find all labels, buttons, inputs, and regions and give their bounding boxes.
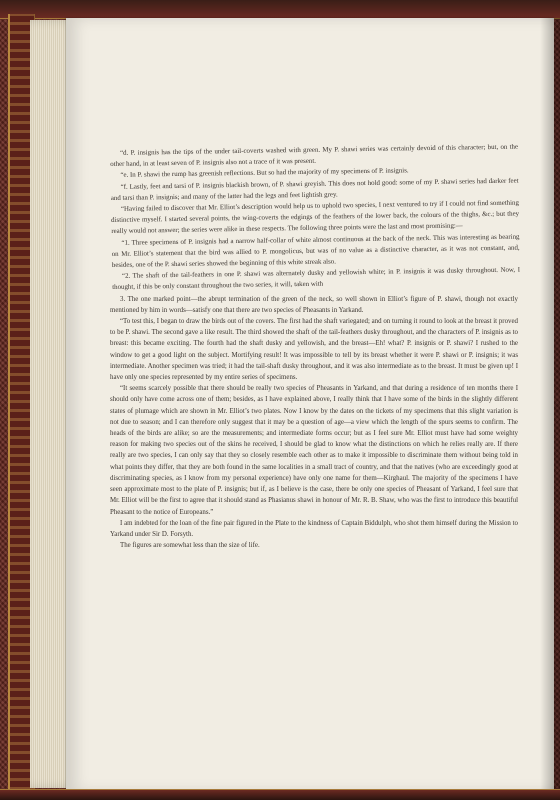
paragraph-e: “e. In P. shawi the rump has greenish reflections. But so had the majority of my specimens of P. insignis. <box>120 167 409 180</box>
paragraph-to-test: “To test this, I began to draw the birds out of the covers. The first had the shaft variegated; and on turning it round to look at the breast it proved to be P. shawi. The second gave a like result. The third showed the shaft of the tail-feathers dusky throughout, and the characters of P. insignis as to breast: this became exciting. The fourth had the shaft dusky and yellowish, and the breast—Eh! what? P. insignis or P. shawi? I rushed to the window to get a good light on the subject. Mortifying result! It was impossible to tell by its breast whether it were P. shawi or P. insignis; it was intermediate. Another specimen was tried; it had the tail-shaft dusky throughout, and it was also intermediate as to the breast. It must be given up! I have only one species represented by my entire series of specimens. <box>110 318 518 382</box>
paragraph-it-seems: “It seems scarcely possible that there should be really two species of Pheasants in Yarkand, and that during a residence of ten months there I should only have come across one of them; besides, as I have explained above, I really think that I have some of the birds in the slightly different states of plumage which are shown in Mr. Elliot’s two plates. Now I know by the dates on the tickets of my specimens that this slight variation is not due to season; and I can therefore only suggest that it may be a question of age—a view which the length of the spurs seems to confirm. The heads of the birds are alike; so are the measurements; and intermediate forms occur; but as I feel sure Mr. Elliot must have had some weighty reason for making two species out of the skins he received, I should be glad to know what the distinctions on which he relies really are. If there really are two species, I can only say that they so closely resemble each other as to make it impossible to discriminate them without being told in what points they differ, that they are both found in the same localities in a small tract of country, and that the natives (who are exceedingly good at discriminating species, as I know from my personal experience) have only one name for them—Kirghaul. The majority of the specimens I have seen approximate most to the plate of P. insignis; but if, as I believe is the case, there be only one species of Pheasant of Yarkand, I feel sure that Mr. Elliot will be the first to agree that it should stand as Phasianus shawi in honour of Mr. R. B. Shaw, who was the first to introduce this beautiful Pheasant to the notice of Europeans.” <box>110 385 518 516</box>
paragraph-indebted: I am indebted for the loan of the fine pair figured in the Plate to the kindness of Captain Biddulph, who shot them himself during the Mission to Yarkand under Sir D. Forsyth. <box>110 519 518 538</box>
cover-bottom-edge <box>0 789 560 800</box>
skewed-text-block <box>110 142 520 294</box>
paragraph-having-failed: “Having failed to discover that Mr. Elliot’s description would help us to uphold two species, I next ventured to try if I could not find something distinctive myself. I started several points, the wing-coverts the edgings of the feathers of the lower back, the colours of the thighs, &c.; but they really would not answer; the series were alike in these respects. The following three points were the last and most promising:— <box>111 199 520 236</box>
paragraph-figures: The figures are somewhat less than the size of life. <box>120 542 260 550</box>
paragraph-point-1: “1. Three specimens of P. insignis had a narrow half-collar of white almost continuous at the back of the neck. This was interesting as bearing on Mr. Elliot’s statement that the bird was allied to P. mongolicus, but was of no value as a distinctive character, as it was not constant, and, besides, one of the P. shawi series showed the beginning of this white streak also. <box>111 233 520 270</box>
paragraph-point-2: “2. The shaft of the tail-feathers in one P. shawi was alternately dusky and yellowish white; in P. insignis it was dusky throughout. Now, I thought, if this be only constant throughout the two series, it will, taken with <box>112 266 521 292</box>
paragraph-f: “f. Lastly, feet and tarsi of P. insignis blackish brown, of P. shawi greyish. This does not hold good: some of my P. shawi series had darker feet and tarsi than P. insignis; and many of the latter had the legs and feet lightish grey. <box>110 177 519 202</box>
paragraph-point-3: 3. The one marked point—the abrupt termination of the green of the neck, so well shown in Elliot’s figure of P. shawi, though not exactly mentioned by him in words—satisfy one that there are two species of Pheasants in Yarkand. <box>110 295 518 314</box>
paragraph-d: “d. P. insignis has the tips of the under tail-coverts washed with green. My P. shawi series was certainly devoid of this character; but, on the other hand, in at least seven of P. insignis also not a trace of it was present. <box>110 143 519 169</box>
page-text <box>110 143 521 551</box>
spine-shadow <box>540 18 560 792</box>
cover-top-edge <box>0 0 560 19</box>
